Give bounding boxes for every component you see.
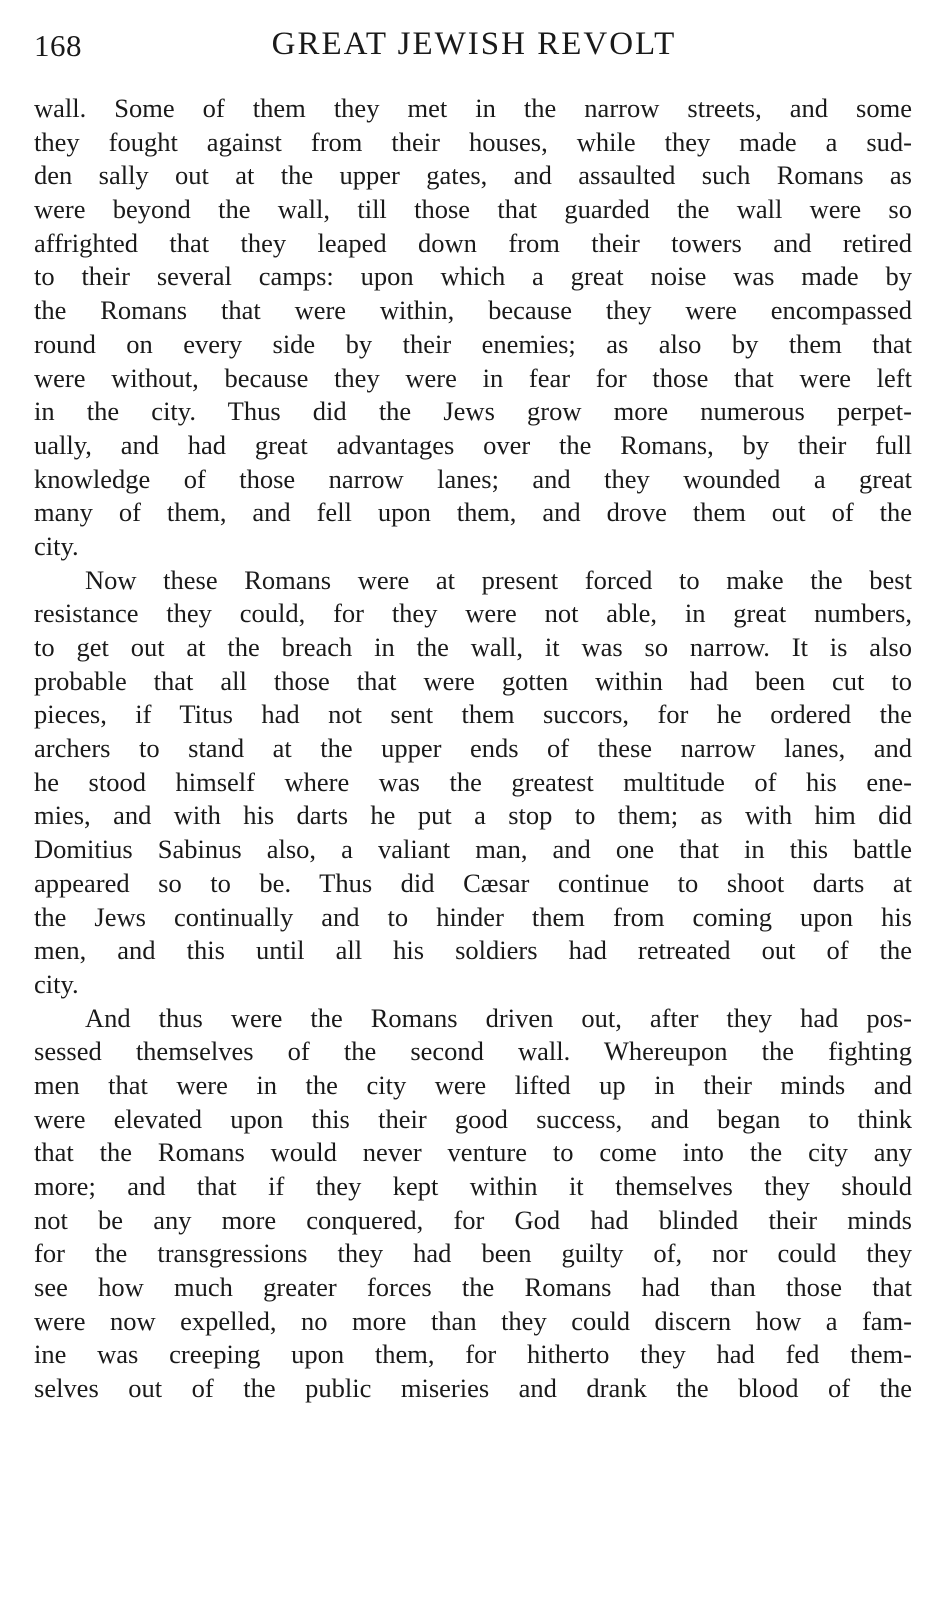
text-line: men that were in the city were lifted up in their minds and — [34, 1069, 912, 1100]
text-line: city. — [34, 530, 79, 561]
text-line: were without, because they were in fear for those that were left — [34, 362, 912, 393]
text-line: affrighted that they leaped down from their towers and retired — [34, 227, 912, 258]
text-line: resistance they could, for they were not able, in great numbers, — [34, 598, 912, 629]
text-line: knowledge of those narrow lanes; and they wounded a great — [34, 463, 912, 494]
text-line: round on every side by their enemies; as also by them that — [34, 328, 912, 359]
text-line: den sally out at the upper gates, and assaulted such Romans as — [34, 160, 912, 191]
paragraph — [34, 92, 912, 564]
paragraph — [34, 1002, 912, 1406]
text-line: selves out of the public miseries and drank the blood of the — [34, 1373, 912, 1404]
text-line: were elevated upon this their good success, and began to think — [34, 1103, 912, 1134]
text-line: the Romans that were within, because they were encompassed — [34, 295, 912, 326]
text-line: wall. Some of them they met in the narrow streets, and some — [34, 93, 912, 123]
text-line: pieces, if Titus had not sent them succors, for he ordered the — [34, 699, 912, 730]
text-line: to their several camps: upon which a great noise was made by — [34, 261, 912, 292]
text-line: not be any more conquered, for God had blinded their minds — [34, 1204, 912, 1235]
running-title: GREAT JEWISH REVOLT — [271, 26, 677, 62]
text-line: probable that all those that were gotten within had been cut to — [34, 665, 912, 696]
text-line: mies, and with his darts he put a stop to them; as with him did — [34, 800, 912, 831]
paragraph — [34, 564, 912, 1002]
running-head — [34, 22, 914, 78]
text-line: that the Romans would never venture to come into the city any — [34, 1137, 912, 1168]
text-line: were now expelled, no more than they could discern how a fam- — [34, 1305, 912, 1336]
text-line: city. — [34, 968, 79, 999]
text-line: to get out at the breach in the wall, it was so narrow. It is also — [34, 632, 912, 662]
text-line: they fought against from their houses, while they made a sud- — [34, 126, 912, 157]
text-line: Domitius Sabinus also, a valiant man, and one that in this battle — [34, 834, 912, 865]
text-line: ually, and had great advantages over the Romans, by their full — [34, 429, 912, 460]
text-line: more; and that if they kept within it themselves they should — [34, 1171, 912, 1201]
body-text — [34, 92, 912, 1406]
text-line: in the city. Thus did the Jews grow more numerous perpet- — [34, 396, 912, 427]
page-number: 168 — [34, 28, 82, 63]
text-line: sessed themselves of the second wall. Whereupon the fighting — [34, 1036, 912, 1067]
text-line: see how much greater forces the Romans had than those that — [34, 1272, 912, 1303]
text-line: archers to stand at the upper ends of these narrow lanes, and — [34, 733, 912, 764]
text-line: the Jews continually and to hinder them from coming upon his — [34, 901, 912, 932]
text-line: were beyond the wall, till those that guarded the wall were so — [34, 194, 912, 225]
text-line: And thus were the Romans driven out, after they had pos- — [85, 1002, 912, 1033]
text-line: many of them, and fell upon them, and drove them out of the — [34, 497, 912, 528]
text-line: men, and this until all his soldiers had retreated out of the — [34, 935, 912, 966]
text-line: ine was creeping upon them, for hitherto they had fed them- — [34, 1339, 912, 1370]
text-line: for the transgressions they had been guilty of, nor could they — [34, 1238, 912, 1269]
text-line: Now these Romans were at present forced to make the best — [85, 564, 912, 595]
text-line: appeared so to be. Thus did Cæsar continue to shoot darts at — [34, 867, 912, 898]
text-line: he stood himself where was the greatest multitude of his ene- — [34, 766, 912, 797]
